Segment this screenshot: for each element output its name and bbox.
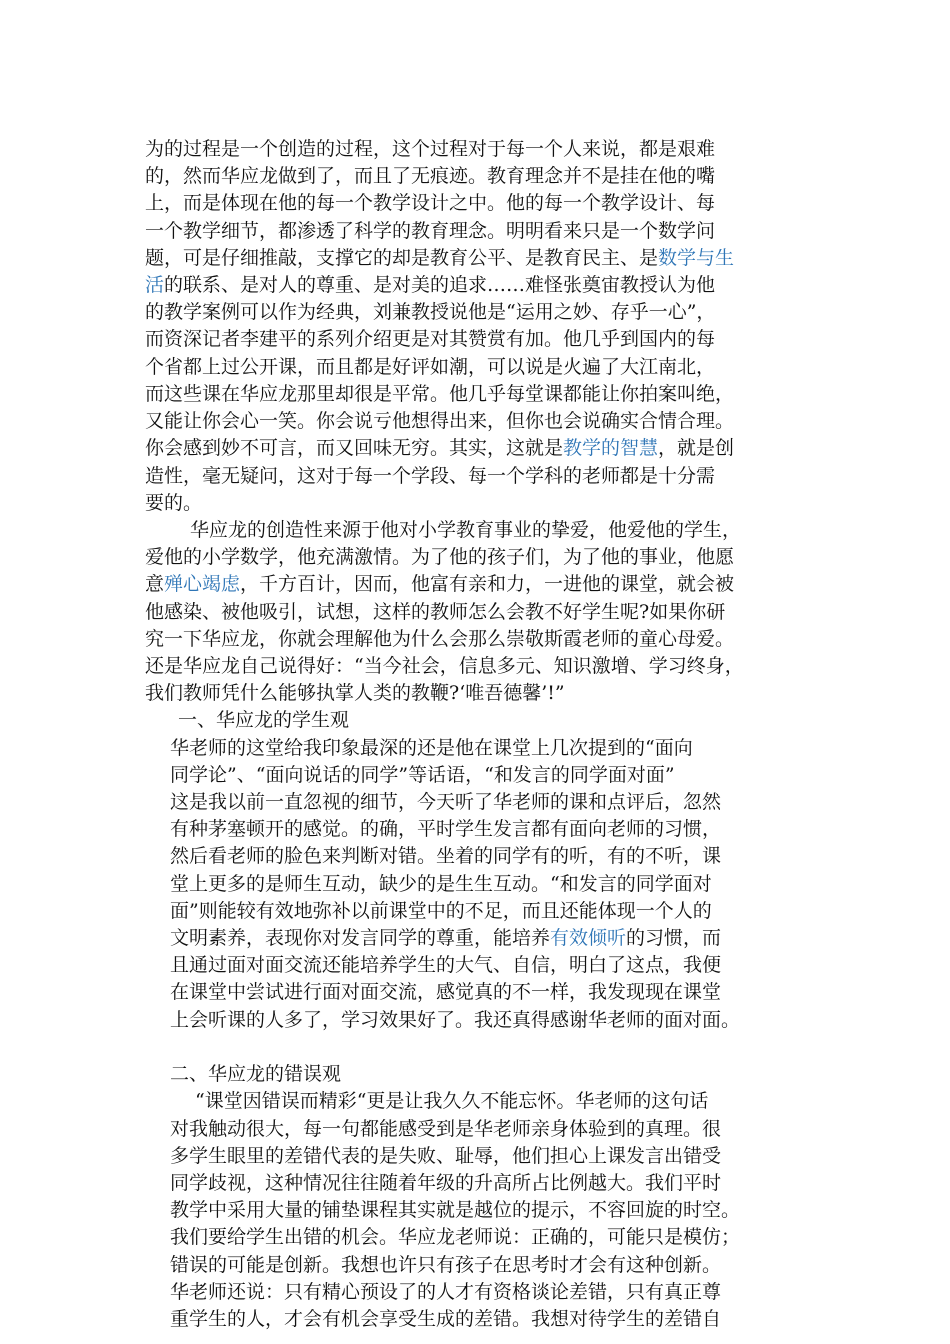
text-line: 而这些课在华应龙那里却很是平常。他几乎每堂课都能让你拍案叫绝， [145, 383, 735, 405]
text-line: 意殚心竭虑，千方百计，因而，他富有亲和力，一进他的课堂，就会被 [145, 573, 735, 595]
text-line: 要的。 [145, 492, 203, 514]
text-line: 造性，毫无疑问，这对于每一个学段、每一个学科的老师都是十分需 [145, 465, 716, 487]
text-line: 又能让你会心一笑。你会说亏他想得出来，但你也会说确实合情合理。 [145, 410, 735, 432]
text-line: 个省都上过公开课，而且都是好评如潮，可以说是火遍了大江南北， [145, 356, 716, 378]
text-line: 重学生的人，才会有机会享受生成的差错。我想对待学生的差错自 [170, 1308, 722, 1330]
text-line: 华应龙的创造性来源于他对小学教育事业的挚爱，他爱他的学生， [190, 519, 742, 541]
text-line: 在课堂中尝试进行面对面交流，感觉真的不一样，我发现现在课堂 [170, 981, 722, 1003]
text-line: 的，然而华应龙做到了，而且了无痕迹。教育理念并不是挂在他的嘴 [145, 165, 716, 187]
text-line: “课堂因错误而精彩“更是让我久久不能忘怀。华老师的这句话 [195, 1090, 709, 1112]
text-line: 爱他的小学数学，他充满激情。为了他的孩子们，为了他的事业，他愿 [145, 546, 735, 568]
text-line: 的教学案例可以作为经典，刘兼教授说他是“运用之妙、存乎一心”， [145, 301, 716, 323]
text-line: 为的过程是一个创造的过程，这个过程对于每一个人来说，都是艰难 [145, 138, 716, 160]
keyword-link[interactable]: 数学与生 [658, 247, 735, 269]
text-line: 然后看老师的脸色来判断对错。坐着的同学有的听，有的不听，课 [170, 845, 722, 867]
keyword-link[interactable]: 教学的智慧 [563, 437, 659, 459]
text-line: 活的联系、是对人的尊重、是对美的追求……难怪张奠宙教授认为他 [145, 274, 716, 296]
text-line: 教学中采用大量的铺垫课程其实就是越位的提示，不容回旋的时空。 [170, 1199, 741, 1221]
text-line: 同学论”、“面向说话的同学”等话语，“和发言的同学面对面” [170, 764, 675, 786]
text-line: 我们教师凭什么能够执掌人类的教鞭?‘唯吾德馨’!” [145, 682, 565, 704]
section-heading: 一、华应龙的学生观 [178, 709, 350, 731]
keyword-link[interactable]: 殚心竭虑 [164, 573, 241, 595]
text-line: 堂上更多的是师生互动，缺少的是生生互动。“和发言的同学面对 [170, 873, 712, 895]
text-line: 有种茅塞顿开的感觉。的确，平时学生发言都有面向老师的习惯， [170, 818, 722, 840]
text-line: 他感染、被他吸引，试想，这样的教师怎么会教不好学生呢?如果你研 [145, 601, 726, 623]
text-line: 文明素养，表现你对发言同学的尊重，能培养有效倾听的习惯，而 [170, 927, 722, 949]
text-line: 这是我以前一直忽视的细节，今天听了华老师的课和点评后，忽然 [170, 791, 722, 813]
text-line: 多学生眼里的差错代表的是失败、耻辱，他们担心上课发言出错受 [170, 1145, 722, 1167]
section-heading: 二、华应龙的错误观 [170, 1063, 342, 1085]
text-line: 错误的可能是创新。我想也许只有孩子在思考时才会有这种创新。 [170, 1254, 722, 1276]
text-line: 上会听课的人多了，学习效果好了。我还真得感谢华老师的面对面。 [170, 1009, 741, 1031]
text-line: 究一下华应龙，你就会理解他为什么会那么崇敬斯霞老师的童心母爱。 [145, 628, 735, 650]
keyword-link[interactable]: 有效倾听 [550, 927, 627, 949]
text-line: 华老师还说：只有精心预设了的人才有资格谈论差错，只有真正尊 [170, 1281, 722, 1303]
text-line: 且通过面对面交流还能培养学生的大气、自信，明白了这点，我便 [170, 954, 722, 976]
text-line: 对我触动很大，每一句都能感受到是华老师亲身体验到的真理。很 [170, 1118, 722, 1140]
text-line: 而资深记者李建平的系列介绍更是对其赞赏有加。他几乎到国内的每 [145, 328, 716, 350]
text-line: 华老师的这堂给我印象最深的还是他在课堂上几次提到的“面向 [170, 737, 693, 759]
keyword-link[interactable]: 活 [145, 274, 165, 296]
text-line: 面”则能较有效地弥补以前课堂中的不足，而且还能体现一个人的 [170, 900, 712, 922]
text-line: 还是华应龙自己说得好：“当今社会，信息多元、知识激增、学习终身， [145, 655, 744, 677]
text-line: 题，可是仔细推敲，支撑它的却是教育公平、是教育民主、是数学与生 [145, 247, 735, 269]
text-line: 同学歧视，这种情况往往随着年级的升高所占比例越大。我们平时 [170, 1172, 722, 1194]
text-line: 我们要给学生出错的机会。华应龙老师说：正确的，可能只是模仿； [170, 1226, 741, 1248]
text-line: 一个教学细节，都渗透了科学的教育理念。明明看来只是一个数学问 [145, 220, 716, 242]
text-line: 你会感到妙不可言，而又回味无穷。其实，这就是教学的智慧，就是创 [145, 437, 735, 459]
text-line: 上，而是体现在他的每一个教学设计之中。他的每一个教学设计、每 [145, 192, 716, 214]
